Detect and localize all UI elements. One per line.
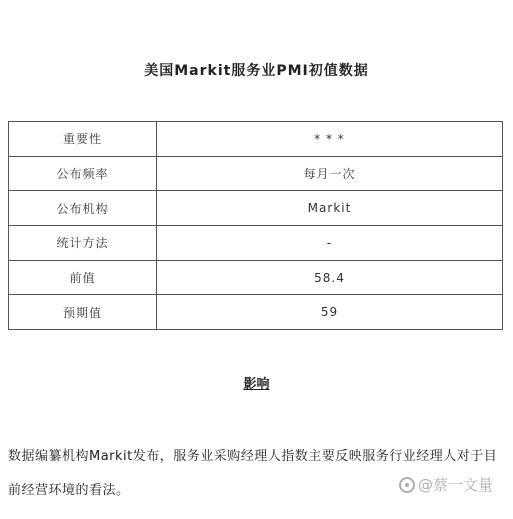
weibo-style-logo-icon <box>399 477 415 493</box>
row-value-frequency: 每月一次 <box>157 156 503 191</box>
table-row <box>9 122 503 157</box>
table-row <box>9 226 503 261</box>
row-key-publisher: 公布机构 <box>9 191 157 226</box>
document-title: 美国Markit服务业PMI初值数据 <box>144 63 369 79</box>
row-key-importance: 重要性 <box>9 122 157 157</box>
body-paragraph: 数据编纂机构Markit发布，服务业采购经理人指数主要反映服务行业经理人对于目前经营环境的看法。 <box>8 449 498 498</box>
row-value-method: - <box>157 226 503 261</box>
row-value-publisher: Markit <box>157 191 503 226</box>
row-key-forecast: 预期值 <box>9 295 157 330</box>
table-row <box>9 260 503 295</box>
table-row <box>9 156 503 191</box>
info-table <box>8 121 503 330</box>
watermark <box>399 474 493 495</box>
row-key-previous: 前值 <box>9 260 157 295</box>
row-key-frequency: 公布频率 <box>9 156 157 191</box>
row-value-importance: * * * <box>157 122 503 157</box>
row-key-method: 统计方法 <box>9 226 157 261</box>
table-row <box>9 191 503 226</box>
table-row <box>9 295 503 330</box>
row-value-previous: 58.4 <box>157 260 503 295</box>
watermark-text: @蔡一文量 <box>418 476 494 494</box>
row-value-forecast: 59 <box>157 295 503 330</box>
section-heading-impact: 影响 <box>243 377 270 392</box>
